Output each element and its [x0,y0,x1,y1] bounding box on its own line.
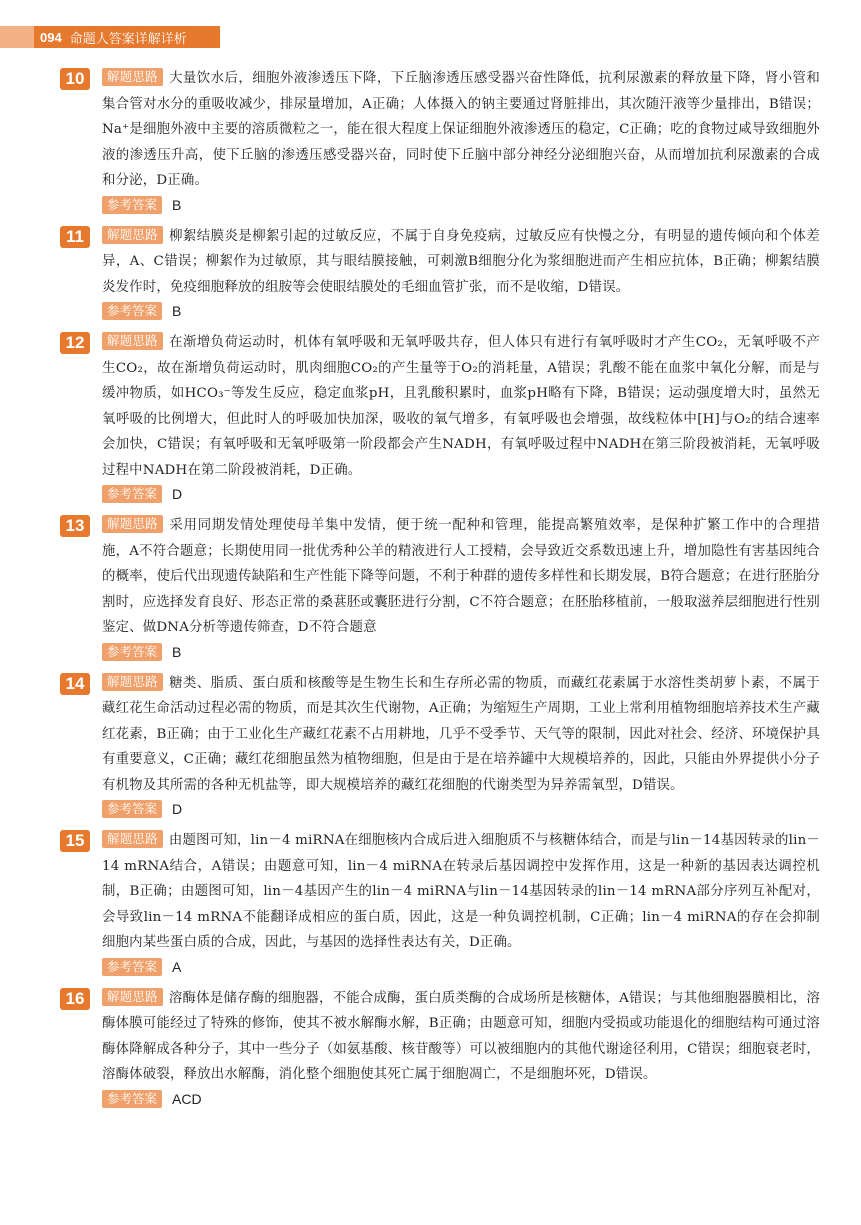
question-number: 16 [60,988,90,1010]
answer-row [102,641,820,663]
answer-label: 参考答案 [102,643,162,661]
explanation-text: 溶酶体是储存酶的细胞器，不能合成酶，蛋白质类酶的合成场所是核糖体，A错误；与其他细胞器膜相比，溶酶体膜可能经过了特殊的修饰，使其不被水解酶水解，B正确；由题意可知，细胞内受损或功能退化的细胞结构可通过溶酶体降解成各种分子，其中一些分子（如氨基酸、核苷酸等）可以被细胞内的其他代谢途径利用，C错误；细胞衰老时，溶酶体破裂，释放出水解酶，消化整个细胞使其死亡属于细胞凋亡，不是细胞坏死，D错误。 [102,990,820,1082]
answer-item-14 [60,671,820,821]
answer-value: B [172,196,182,213]
thinking-label: 解题思路 [102,515,163,533]
answer-item-15 [60,828,820,978]
explanation [102,986,820,1088]
answer-row [102,1088,820,1110]
answer-row [102,194,820,216]
answer-label: 参考答案 [102,196,162,214]
explanation [102,828,820,956]
explanation-text: 糖类、脂质、蛋白质和核酸等是生物生长和生存所必需的物质，而藏红花素属于水溶性类胡萝卜素，不属于藏红花生命活动过程必需的物质，而是其次生代谢物，A正确；为缩短生产周期，工业上常利用植物细胞培养技术生产藏红花素，B正确；由于工业化生产藏红花素不占用耕地，几乎不受季节、天气等的限制，因此对社会、经济、环境保护具有重要意义，C正确；藏红花细胞虽然为植物细胞，但是由于是在培养罐中大规模培养的，因此，只能由外界提供小分子有机物及其所需的各种无机盐等，即大规模培养的藏红花细胞的代谢类型为异养需氧型，D错误。 [102,675,820,793]
answer-row [102,956,820,978]
question-number: 13 [60,515,90,537]
explanation [102,513,820,641]
answer-row [102,798,820,820]
question-number: 14 [60,673,90,695]
explanation [102,671,820,799]
answer-list [60,66,820,1118]
answer-label: 参考答案 [102,1090,162,1108]
question-number: 12 [60,332,90,354]
answer-value: D [172,486,183,502]
question-number: 11 [60,226,90,248]
answer-value: B [172,303,182,319]
question-number: 10 [60,68,90,90]
answer-label: 参考答案 [102,800,162,818]
answer-value: A [172,958,182,975]
answer-value: D [172,801,183,817]
answer-value: B [172,643,182,660]
answer-label: 参考答案 [102,302,162,320]
answer-item-11 [60,224,820,323]
header-tab [0,26,34,48]
answer-item-10 [60,66,820,216]
explanation [102,66,820,194]
thinking-label: 解题思路 [102,830,163,848]
explanation [102,224,820,301]
answer-row [102,300,820,322]
thinking-label: 解题思路 [102,988,163,1006]
explanation-text: 柳絮结膜炎是柳絮引起的过敏反应，不属于自身免疫病，过敏反应有快慢之分，有明显的遗传倾向和个体差异，A、C错误；柳絮作为过敏原，其与眼结膜接触，可刺激B细胞分化为浆细胞进而产生相应抗体，B正确；柳絮结膜炎发作时，免疫细胞释放的组胺等会使眼结膜处的毛细血管扩张，而不是收缩，D错误。 [102,228,820,295]
answer-row [102,483,820,505]
answer-item-16 [60,986,820,1110]
answer-value: ACD [172,1090,202,1107]
header-title: 命题人答案详解详析 [68,26,220,48]
explanation [102,330,820,483]
answer-item-12 [60,330,820,505]
thinking-label: 解题思路 [102,68,163,86]
question-number: 15 [60,830,90,852]
explanation-text: 大量饮水后，细胞外液渗透压下降，下丘脑渗透压感受器兴奋性降低，抗利尿激素的释放量下降，肾小管和集合管对水分的重吸收减少，排尿量增加，A正确；人体摄入的钠主要通过肾脏排出，其次随汗液等少量排出，B错误；Na⁺是细胞外液中主要的溶质微粒之一，能在很大程度上保证细胞外液渗透压的稳定，C正确；吃的食物过咸导致细胞外液的渗透压升高，使下丘脑的渗透压感受器兴奋，同时使下丘脑中部分神经分泌细胞兴奋，从而增加抗利尿激素的合成和分泌，D正确。 [102,71,820,188]
thinking-label: 解题思路 [102,226,163,244]
page-number: 094 [34,26,68,48]
answer-label: 参考答案 [102,485,162,503]
page-header [0,26,220,48]
thinking-label: 解题思路 [102,332,163,350]
answer-item-13 [60,513,820,663]
answer-label: 参考答案 [102,958,162,976]
explanation-text: 由题图可知，lin－4 miRNA在细胞核内合成后进入细胞质不与核糖体结合，而是与lin－14基因转录的lin－14 mRNA结合，A错误；由题意可知，lin－4 miRNA在转录后基因调控中发挥作用，这是一种新的基因表达调控机制，B正确；由题图可知，lin－4基因产生的lin－4 miRNA与lin－14基因转录的lin－14 mRNA部分序列互补配对，会导致lin－14 mRNA不能翻译成相应的蛋白质，因此，这是一种负调控机制，C正确；lin－4 miRNA的存在会抑制细胞内某些蛋白质的合成，因此，与基因的选择性表达有关，D正确。 [102,833,820,950]
explanation-text: 在渐增负荷运动时，机体有氧呼吸和无氧呼吸共存，但人体只有进行有氧呼吸时才产生CO₂，无氧呼吸不产生CO₂，故在渐增负荷运动时，肌肉细胞CO₂的产生量等于O₂的消耗量，A错误；乳酸不能在血浆中氧化分解，而是与缓冲物质，如HCO₃⁻等发生反应，稳定血浆pH，且乳酸积累时，血浆pH略有下降，B错误；运动强度增大时，虽然无氧呼吸的比例增大，但此时人的呼吸加快加深，吸收的氧气增多，有氧呼吸也会增强，故线粒体中[H]与O₂的结合速率会加快，C错误；有氧呼吸和无氧呼吸第一阶段都会产生NADH，有氧呼吸过程中NADH在第三阶段被消耗，无氧呼吸过程中NADH在第二阶段被消耗，D正确。 [102,335,820,478]
explanation-text: 采用同期发情处理使母羊集中发情，便于统一配种和管理，能提高繁殖效率，是保种扩繁工作中的合理措施，A不符合题意；长期使用同一批优秀种公羊的精液进行人工授精，会导致近交系数迅速上升，增加隐性有害基因纯合的概率，使后代出现遗传缺陷和生产性能下降等问题，不利于种群的遗传多样性和长期发展，B符合题意；在进行胚胎分割时，应选择发育良好、形态正常的桑葚胚或囊胚进行分割，C不符合题意；在胚胎移植前，一般取滋养层细胞进行性别鉴定、做DNA分析等遗传筛查，D不符合题意 [102,518,820,635]
thinking-label: 解题思路 [102,673,163,691]
